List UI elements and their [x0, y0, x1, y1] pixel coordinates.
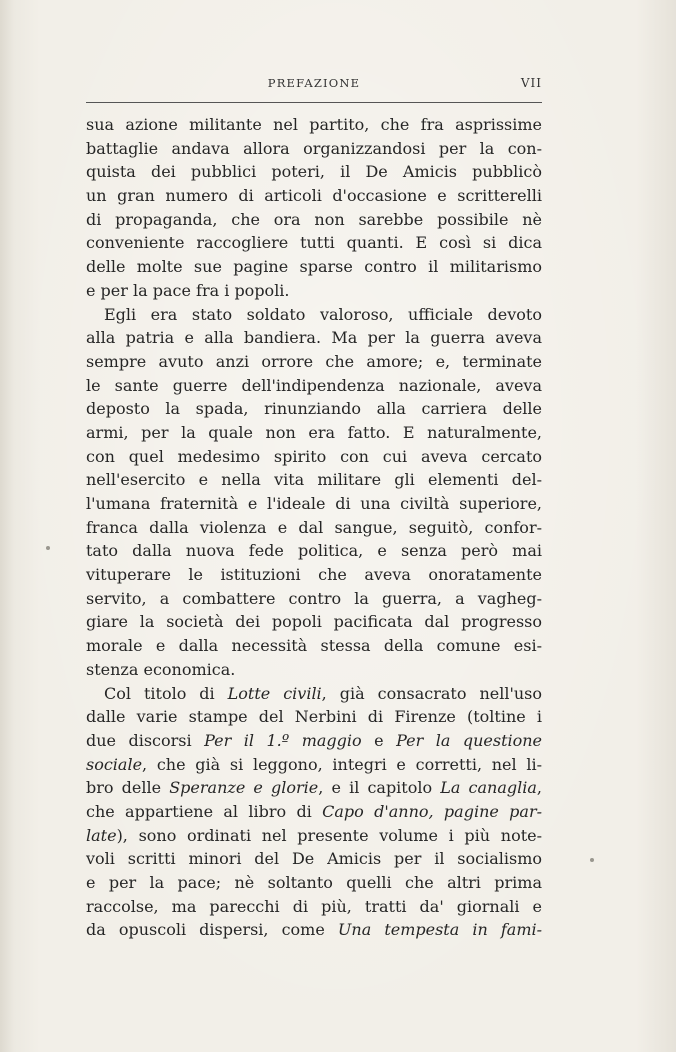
text-line: franca dalla violenza e dal sangue, seguitò, confor- [86, 517, 542, 537]
text-line: tato dalla nuova fede politica, e senza però mai [86, 541, 542, 561]
text-line: giare la società dei popoli pacificata dal progresso [86, 612, 542, 632]
text-line: raccolse, ma parecchi di più, tratti da' giornali e [86, 896, 542, 916]
text-line: late), sono ordinati nel presente volume i più note- [86, 825, 542, 845]
text-line: stenza economica. [86, 659, 236, 679]
text-line: vituperare le istituzioni che aveva onoratamente [86, 565, 542, 585]
running-title: PREFAZIONE [267, 76, 361, 90]
text-line: servito, a combattere contro la guerra, a vagheg- [86, 588, 542, 608]
header-rule [86, 102, 542, 103]
text-line: alla patria e alla bandiera. Ma per la guerra aveva [86, 328, 542, 348]
paper-speck [590, 858, 594, 862]
text-line: delle molte sue pagine sparse contro il militarismo [86, 257, 542, 277]
paragraph [86, 303, 542, 682]
body-text [86, 113, 542, 942]
paragraph [86, 113, 542, 303]
text-line: conveniente raccogliere tutti quanti. E così si dica [86, 233, 542, 253]
text-line: l'umana fraternità e l'ideale di una civiltà superiore, [86, 494, 542, 513]
text-line: nell'esercito e nella vita militare gli elementi del- [86, 470, 542, 490]
page-number: VII [520, 76, 542, 90]
text-line: voli scritti minori del De Amicis per il socialismo [86, 849, 542, 869]
text-line: con quel medesimo spirito con cui aveva cercato [86, 446, 542, 466]
text-line: battaglie andava allora organizzandosi per la con- [86, 138, 542, 158]
text-line: due discorsi Per il 1.º maggio e Per la questione [86, 730, 543, 750]
text-line: un gran numero di articoli d'occasione e scritterelli [86, 186, 542, 206]
text-line: dalle varie stampe del Nerbini di Firenze (toltine i [86, 707, 542, 727]
text-line: e per la pace fra i popoli. [86, 280, 290, 300]
running-head [86, 74, 542, 94]
text-line: armi, per la quale non era fatto. E naturalmente, [86, 422, 542, 442]
text-line: sempre avuto anzi orrore che amore; e, terminate [86, 351, 542, 371]
text-line: deposto la spada, rinunziando alla carriera delle [86, 399, 542, 419]
text-line: Egli era stato soldato valoroso, ufficiale devoto [104, 304, 542, 324]
text-line: sociale, che già si leggono, integri e corretti, nel li- [86, 754, 542, 774]
text-line: sua azione militante nel partito, che fra asprissime [86, 115, 542, 134]
paper-speck [46, 546, 50, 550]
text-line: bro delle Speranze e glorie, e il capitolo La canaglia, [86, 778, 543, 798]
text-line: che appartiene al libro di Capo d'anno, pagine par- [86, 801, 543, 821]
text-line: le sante guerre dell'indipendenza nazionale, aveva [86, 375, 542, 395]
text-line: da opuscoli dispersi, come Una tempesta in fami- [86, 920, 543, 940]
text-line: quista dei pubblici poteri, il De Amicis pubblicò [86, 162, 542, 182]
text-line: di propaganda, che ora non sarebbe possibile nè [86, 209, 542, 229]
text-line: Col titolo di Lotte civili, già consacrato nell'uso [104, 683, 542, 703]
text-line: morale e dalla necessità stessa della comune esi- [86, 636, 542, 656]
text-line: e per la pace; nè soltanto quelli che altri prima [86, 873, 542, 892]
paragraph [86, 682, 542, 943]
